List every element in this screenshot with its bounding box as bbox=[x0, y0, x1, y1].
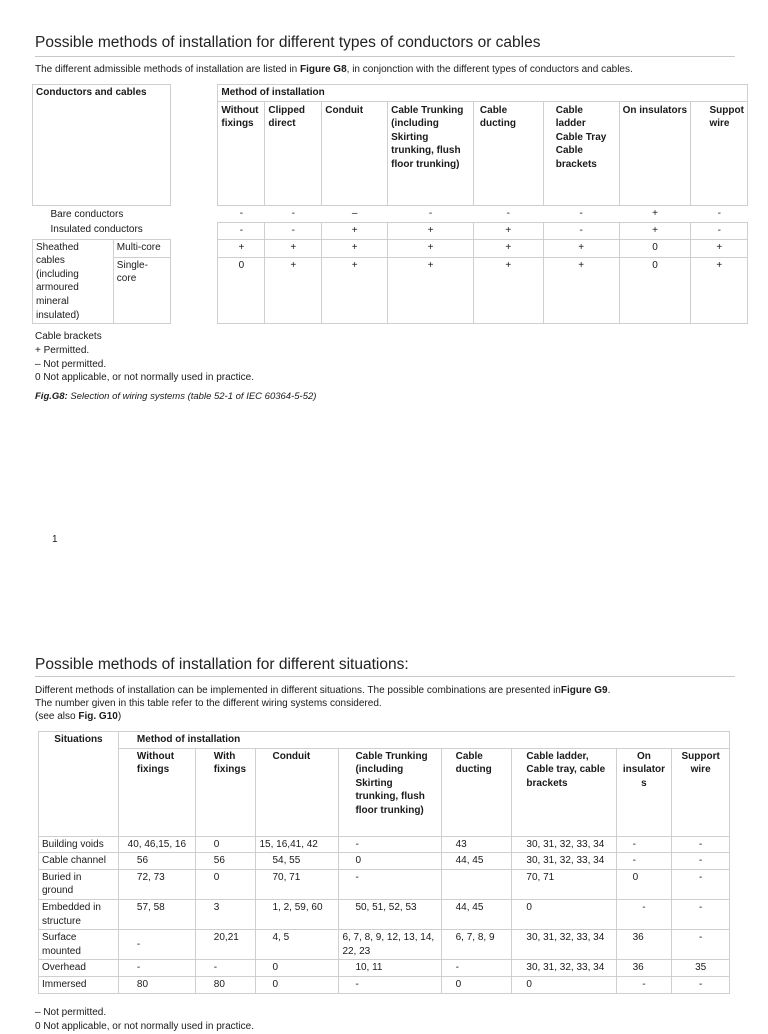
table2-group-header: Method of installation bbox=[118, 732, 729, 749]
cell: - bbox=[717, 207, 721, 219]
row-label: Building voids bbox=[39, 836, 119, 853]
cell: 44, 45 bbox=[441, 899, 512, 929]
table2-row-surface-mounted bbox=[39, 930, 730, 960]
table1-col-on-insulators: On insulators bbox=[619, 101, 691, 205]
cell: 6, 7, 8, 9, 12, 13, 14, 22, 23 bbox=[339, 930, 441, 960]
cell: 0 bbox=[512, 899, 616, 929]
cell: - bbox=[672, 899, 730, 929]
table1-col-cable-trunking: Cable Trunking (including Skirting trunking, flush floor trunking) bbox=[388, 101, 474, 205]
cell: 56 bbox=[118, 853, 195, 870]
cell: + bbox=[265, 257, 322, 324]
cell: 0 bbox=[619, 239, 691, 257]
cell: + bbox=[691, 257, 748, 324]
cell: - bbox=[339, 869, 441, 899]
cell: 0 bbox=[218, 257, 265, 324]
table2-col-support-wire: Support wire bbox=[672, 748, 730, 836]
cell: + bbox=[322, 257, 388, 324]
intro-text-after: , in conjonction with the different types of conductors and cables. bbox=[346, 64, 633, 75]
cell: + bbox=[388, 222, 474, 239]
cell: 80 bbox=[118, 976, 195, 993]
caption-label: Fig.G8: bbox=[35, 391, 68, 402]
legend-line: – Not permitted. bbox=[35, 1007, 107, 1018]
cell: - bbox=[672, 930, 730, 960]
cell: - bbox=[195, 960, 256, 977]
cell: + bbox=[322, 239, 388, 257]
section2-heading: Possible methods of installation for different situations: bbox=[35, 656, 409, 673]
legend-line: 0 Not applicable, or not normally used in practice. bbox=[35, 1020, 255, 1032]
row-label: Embedded in structure bbox=[39, 899, 119, 929]
cell: 0 bbox=[256, 960, 339, 977]
legend-line: Cable brackets bbox=[35, 331, 102, 342]
table2-row-overhead bbox=[39, 960, 730, 977]
cell: 44, 45 bbox=[441, 853, 512, 870]
table1-legend bbox=[35, 330, 254, 385]
cell: + bbox=[543, 257, 619, 324]
row-label: Single-core bbox=[113, 257, 170, 324]
line3-end: ) bbox=[117, 711, 122, 722]
cell: 0 bbox=[441, 976, 512, 993]
cell: - bbox=[672, 869, 730, 899]
cell: + bbox=[473, 222, 543, 239]
table2-col-cable-ladder: Cable ladder, Cable tray, cable brackets bbox=[512, 748, 616, 836]
cell: - bbox=[543, 222, 619, 239]
figure-g8-reference[interactable]: Figure G8 bbox=[299, 64, 347, 75]
row-label: Bare conductors bbox=[50, 208, 124, 220]
section2-divider bbox=[35, 676, 735, 677]
cell: 0 bbox=[256, 976, 339, 993]
sheathed-cables-label: Sheathed cables (including armoured mineral insulated) bbox=[33, 239, 114, 324]
table2-col-without-fixings: Without fixings bbox=[118, 748, 195, 836]
table1-col-clipped-direct: Clipped direct bbox=[265, 101, 322, 205]
table1-group-header: Method of installation bbox=[218, 85, 748, 102]
cell: 72, 73 bbox=[118, 869, 195, 899]
cell: 50, 51, 52, 53 bbox=[339, 899, 441, 929]
table1-row-multi-core bbox=[33, 239, 748, 257]
caption-text: Selection of wiring systems (table 52-1 of IEC 60364-5-52) bbox=[67, 391, 317, 402]
cell: - bbox=[428, 207, 433, 219]
situations-methods-table bbox=[38, 731, 730, 994]
row-label: Buried in ground bbox=[39, 869, 119, 899]
cell: 15, 16,41, 42 bbox=[256, 836, 339, 853]
cell: 40, 46,15, 16 bbox=[118, 836, 195, 853]
cell: 0 bbox=[339, 853, 441, 870]
intro-line-3 bbox=[35, 710, 610, 723]
table2-row-building-voids bbox=[39, 836, 730, 853]
cell: 6, 7, 8, 9 bbox=[441, 930, 512, 960]
cell: + bbox=[473, 239, 543, 257]
table1-col-without-fixings: Without fixings bbox=[218, 101, 265, 205]
cell: + bbox=[473, 257, 543, 324]
line3-text: (see also bbox=[35, 711, 79, 722]
cell: + bbox=[218, 239, 265, 257]
cell: 57, 58 bbox=[118, 899, 195, 929]
intro-line-2: The number given in this table refer to the different wiring systems considered. bbox=[35, 698, 382, 709]
table1-corner-header: Conductors and cables bbox=[33, 85, 171, 206]
table2-legend bbox=[35, 1006, 254, 1034]
cell: – bbox=[351, 207, 358, 219]
conductors-methods-table bbox=[32, 84, 748, 324]
table2-row-cable-channel bbox=[39, 853, 730, 870]
row-label: Cable channel bbox=[39, 853, 119, 870]
table2-row-immersed bbox=[39, 976, 730, 993]
cell: 36 bbox=[616, 960, 672, 977]
legend-line: – Not permitted. bbox=[35, 358, 107, 370]
cell: 54, 55 bbox=[256, 853, 339, 870]
page-number: 1 bbox=[52, 534, 58, 545]
table1-col-suppot-wire: Suppot wire bbox=[691, 101, 748, 205]
section1-heading: Possible methods of installation for different types of conductors or cables bbox=[35, 34, 541, 51]
cell: 30, 31, 32, 33, 34 bbox=[512, 836, 616, 853]
table2-col-cable-trunking: Cable Trunking (including Skirting trunking, flush floor trunking) bbox=[339, 748, 441, 836]
cell: - bbox=[616, 853, 672, 870]
line1-end: . bbox=[607, 685, 611, 696]
cell: 1, 2, 59, 60 bbox=[256, 899, 339, 929]
section1-intro bbox=[35, 63, 633, 76]
cell: - bbox=[616, 899, 672, 929]
cell: - bbox=[118, 960, 195, 977]
cell: + bbox=[652, 207, 658, 219]
cell: - bbox=[291, 207, 295, 219]
row-label: Surface mounted bbox=[39, 930, 119, 960]
cell: 0 bbox=[195, 869, 256, 899]
cell: - bbox=[339, 976, 441, 993]
figure-g8-caption bbox=[35, 391, 316, 402]
cell: - bbox=[672, 836, 730, 853]
cell: 43 bbox=[441, 836, 512, 853]
cell: + bbox=[322, 222, 388, 239]
legend-line: 0 Not applicable, or not normally used in practice. bbox=[35, 372, 255, 384]
cell: 20,21 bbox=[195, 930, 256, 960]
cell: 3 bbox=[195, 899, 256, 929]
cell: - bbox=[265, 222, 322, 239]
cell: - bbox=[672, 853, 730, 870]
cell: 30, 31, 32, 33, 34 bbox=[512, 853, 616, 870]
row-label: Immersed bbox=[39, 976, 119, 993]
table2-col-conduit: Conduit bbox=[256, 748, 339, 836]
cell: - bbox=[339, 836, 441, 853]
cell: + bbox=[388, 257, 474, 324]
cell: 0 bbox=[195, 836, 256, 853]
cell: 56 bbox=[195, 853, 256, 870]
table1-col-cable-ducting: Cable ducting bbox=[473, 101, 543, 205]
cell: 0 bbox=[616, 869, 672, 899]
cell: + bbox=[543, 239, 619, 257]
table1-row-single-core bbox=[33, 257, 748, 324]
table2-col-with-fixings: With fixings bbox=[195, 748, 256, 836]
cell: - bbox=[616, 836, 672, 853]
line1-text: Different methods of installation can be implemented in different situations. The possible combinations are presented in bbox=[35, 685, 561, 696]
cell: - bbox=[672, 976, 730, 993]
cell: 30, 31, 32, 33, 34 bbox=[512, 960, 616, 977]
cell: 80 bbox=[195, 976, 256, 993]
cell: - bbox=[691, 222, 748, 239]
cell: 0 bbox=[619, 257, 691, 324]
intro-text-before: The different admissible methods of installation are listed in bbox=[35, 64, 300, 75]
table1-col-cable-ladder: Cable ladder Cable Tray Cable brackets bbox=[543, 101, 619, 205]
cell: 0 bbox=[512, 976, 616, 993]
cell: 70, 71 bbox=[512, 869, 616, 899]
cell: + bbox=[388, 239, 474, 257]
cell: 10, 11 bbox=[339, 960, 441, 977]
cell: 70, 71 bbox=[256, 869, 339, 899]
cell: - bbox=[506, 207, 510, 219]
table1-row-bare-conductors bbox=[33, 205, 748, 222]
cell: - bbox=[441, 960, 512, 977]
table2-col-cable-ducting: Cable ducting bbox=[441, 748, 512, 836]
table1-col-conduit: Conduit bbox=[322, 101, 388, 205]
cell: + bbox=[619, 222, 691, 239]
table2-row-buried-in-ground bbox=[39, 869, 730, 899]
cell: 35 bbox=[672, 960, 730, 977]
section2-intro bbox=[35, 684, 610, 723]
table1-row-insulated-conductors bbox=[33, 222, 748, 239]
cell: - bbox=[118, 930, 195, 960]
figure-g10-reference[interactable]: Fig. G10 bbox=[78, 711, 118, 722]
cell: - bbox=[239, 207, 244, 219]
cell: + bbox=[691, 239, 748, 257]
row-label: Insulated conductors bbox=[50, 224, 143, 236]
cell: 30, 31, 32, 33, 34 bbox=[512, 930, 616, 960]
cell: 4, 5 bbox=[256, 930, 339, 960]
cell: - bbox=[218, 222, 265, 239]
row-label: Overhead bbox=[39, 960, 119, 977]
table2-row-embedded-in-structure bbox=[39, 899, 730, 929]
cell: + bbox=[265, 239, 322, 257]
cell: 36 bbox=[616, 930, 672, 960]
cell: - bbox=[579, 207, 583, 219]
table2-corner-header: Situations bbox=[39, 732, 119, 837]
legend-line: + Permitted. bbox=[35, 344, 90, 356]
table2-col-on-insulators: On insulator s bbox=[616, 748, 672, 836]
cell bbox=[441, 869, 512, 899]
section1-divider bbox=[35, 56, 735, 57]
intro-line-1 bbox=[35, 684, 610, 697]
cell: - bbox=[616, 976, 672, 993]
row-label: Multi-core bbox=[113, 239, 170, 257]
figure-g9-reference[interactable]: Figure G9 bbox=[560, 685, 608, 696]
